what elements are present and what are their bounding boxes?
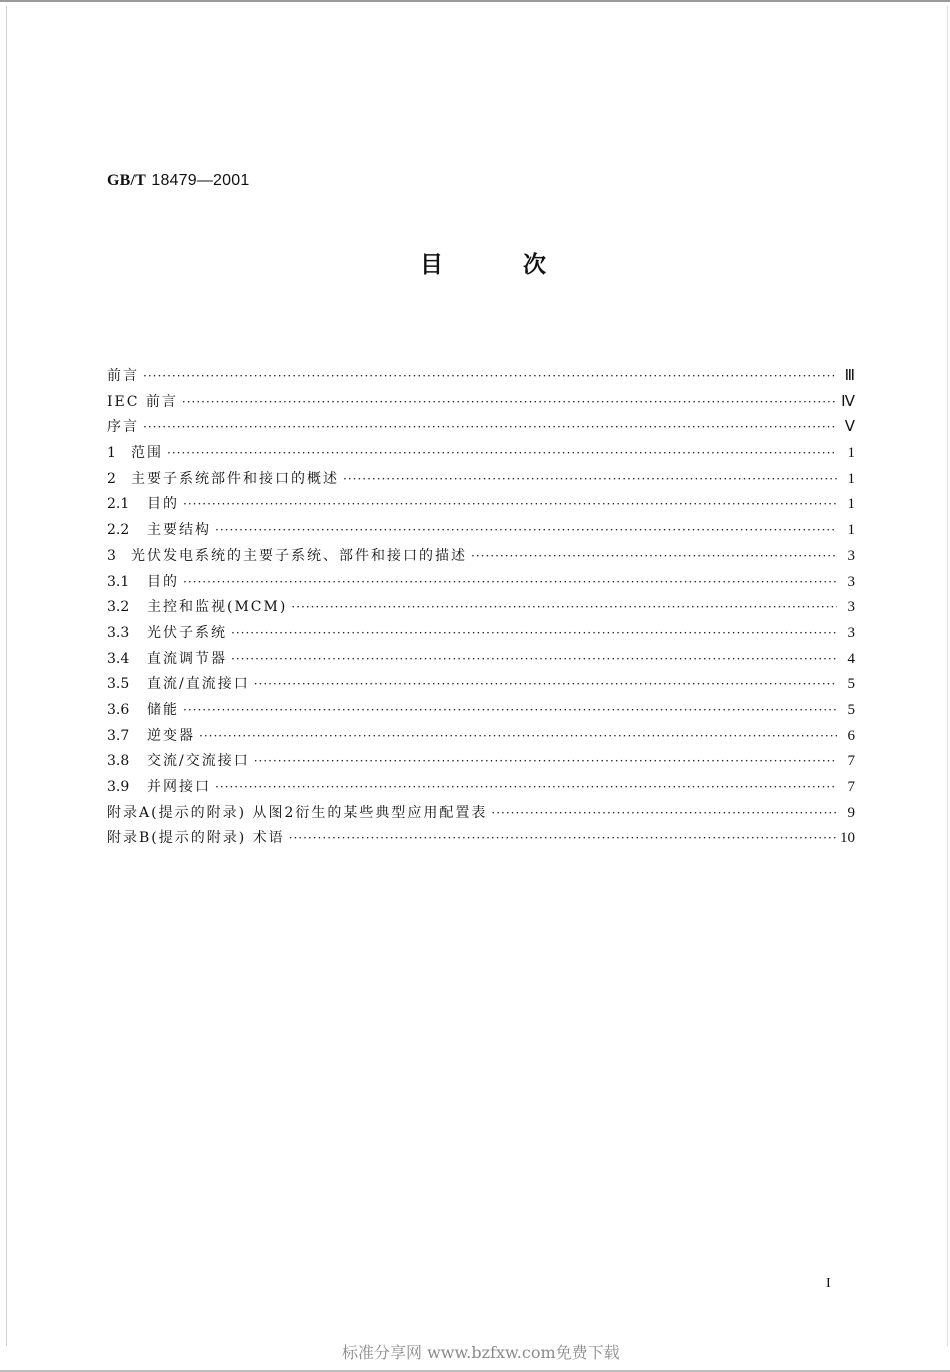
toc-entry-title: 交流/交流接口 (147, 753, 250, 770)
leader-dots (182, 395, 837, 409)
toc-entry-number: 2.2 (107, 522, 130, 539)
leader-dots (183, 703, 837, 717)
toc-entry[interactable] (107, 391, 855, 417)
leader-dots (231, 652, 837, 666)
toc-entry-title: 目的 (147, 496, 179, 513)
toc-entry-number: 2.1 (107, 496, 130, 513)
toc-entry-number: 3.1 (107, 573, 130, 590)
toc-entry-label (107, 648, 227, 668)
toc-entry-label (107, 725, 195, 745)
toc-entry-title: 直流调节器 (147, 650, 227, 667)
toc-entry[interactable] (107, 750, 855, 776)
toc-entry-page: 6 (847, 727, 855, 744)
toc-entry[interactable] (107, 571, 855, 597)
toc-entry[interactable] (107, 468, 855, 494)
toc-entry-title: 储能 (147, 701, 179, 718)
toc-entry-label (107, 468, 339, 488)
toc-entry[interactable] (107, 519, 855, 545)
leader-dots (183, 575, 837, 589)
toc-entry-title: 目的 (147, 573, 179, 590)
leader-dots (343, 472, 837, 486)
toc-entry-label (107, 827, 285, 847)
leader-dots (289, 831, 836, 845)
toc-entry-number: 3.6 (107, 701, 130, 718)
table-of-contents (107, 365, 855, 853)
toc-entry-title: 并网接口 (147, 779, 211, 795)
toc-entry-title: 附录A(提示的附录) 从图2衍生的某些典型应用配置表 (107, 804, 488, 821)
standard-code (107, 170, 249, 190)
toc-entry-page: 3 (847, 624, 855, 641)
toc-entry-label (107, 545, 467, 565)
toc-entry-number: 3.2 (107, 599, 130, 616)
toc-entry-label (107, 442, 163, 462)
scan-left-edge (6, 6, 7, 1346)
toc-entry[interactable] (107, 545, 855, 571)
toc-entry-page: 7 (847, 779, 855, 795)
toc-entry-page: Ⅳ (841, 393, 855, 410)
toc-entry-title: 主要结构 (147, 522, 211, 539)
toc-entry-label (107, 519, 211, 539)
toc-entry-title: 附录B(提示的附录) 术语 (107, 830, 285, 847)
page-number: I (826, 1276, 831, 1291)
toc-entry[interactable] (107, 725, 855, 751)
toc-entry-number: 3.9 (107, 779, 130, 795)
leader-dots (143, 420, 837, 434)
toc-entry-label (107, 750, 250, 770)
toc-entry[interactable] (107, 648, 855, 674)
watermark: 标准分享网 www.bzfxw.com免费下载 (342, 1343, 620, 1362)
toc-entry[interactable] (107, 673, 855, 699)
toc-entry-label (107, 596, 287, 616)
toc-entry-page: 5 (847, 676, 855, 693)
toc-entry[interactable] (107, 493, 855, 519)
toc-entry-number: 3.8 (107, 753, 130, 770)
toc-entry-page: 3 (847, 599, 855, 616)
toc-entry-title: 逆变器 (147, 727, 195, 744)
leader-dots (231, 626, 837, 640)
toc-entry-title: 前言 (107, 368, 139, 384)
leader-dots (199, 729, 837, 743)
toc-entry-page: 3 (847, 573, 855, 590)
toc-entry-label (107, 776, 211, 796)
leader-dots (291, 600, 837, 614)
toc-entry-title: IEC 前言 (107, 393, 178, 410)
standard-code-prefix: GB/T (107, 172, 147, 189)
toc-title: 目次 (420, 252, 626, 278)
toc-entry-page: 7 (847, 753, 855, 770)
toc-entry[interactable] (107, 622, 855, 648)
toc-entry-label (107, 802, 487, 822)
toc-entry-number: 3.5 (107, 676, 130, 693)
toc-entry-label (107, 571, 179, 591)
toc-entry-number: 3.3 (107, 624, 130, 641)
leader-dots (215, 523, 837, 537)
toc-entry-number: 3.4 (107, 650, 130, 667)
toc-entry-label (107, 416, 139, 436)
toc-entry-number: 2 (107, 470, 116, 487)
toc-entry[interactable] (107, 416, 855, 442)
standard-code-number: 18479—2001 (151, 172, 250, 189)
toc-entry-page: 1 (847, 445, 855, 462)
toc-entry-page: 1 (847, 522, 855, 539)
toc-entry-label (107, 622, 227, 642)
toc-entry-number: 1 (107, 445, 116, 462)
toc-entry[interactable] (107, 596, 855, 622)
leader-dots (215, 780, 837, 794)
scan-right-edge (947, 6, 948, 1346)
toc-entry[interactable] (107, 827, 855, 853)
toc-entry-title: 主控和监视(MCM) (147, 599, 288, 616)
scan-top-edge (0, 0, 950, 2)
leader-dots (183, 497, 837, 511)
leader-dots (471, 549, 837, 563)
toc-entry-label (107, 391, 178, 411)
toc-entry-label (107, 365, 139, 385)
toc-entry-title: 主要子系统部件和接口的概述 (131, 470, 339, 487)
toc-entry-title: 光伏子系统 (147, 624, 227, 641)
toc-entry-number: 3 (107, 547, 116, 564)
toc-entry-label (107, 493, 179, 513)
toc-entry-page: 5 (847, 701, 855, 718)
toc-entry-page: Ⅴ (844, 419, 855, 436)
leader-dots (254, 754, 837, 768)
toc-entry-page: 1 (847, 470, 855, 487)
toc-entry[interactable] (107, 365, 855, 391)
toc-entry-label (107, 673, 250, 693)
toc-entry[interactable] (107, 802, 855, 828)
toc-entry-title: 直流/直流接口 (147, 676, 250, 693)
toc-entry-page: Ⅲ (844, 368, 855, 384)
leader-dots (143, 369, 837, 383)
toc-entry-page: 4 (847, 650, 855, 667)
toc-entry[interactable] (107, 699, 855, 725)
toc-entry-page: 3 (847, 547, 855, 564)
leader-dots (491, 806, 837, 820)
toc-entry[interactable] (107, 776, 855, 802)
toc-entry-label (107, 699, 179, 719)
toc-entry-page: 9 (847, 804, 855, 821)
toc-entry-number: 3.7 (107, 727, 130, 744)
leader-dots (167, 446, 837, 460)
leader-dots (254, 677, 837, 691)
toc-entry-title: 范围 (131, 445, 163, 462)
toc-entry-title: 序言 (107, 419, 139, 436)
toc-entry-title: 光伏发电系统的主要子系统、部件和接口的描述 (131, 547, 467, 564)
toc-entry-page: 10 (840, 830, 855, 847)
toc-entry[interactable] (107, 442, 855, 468)
toc-entry-page: 1 (847, 496, 855, 513)
